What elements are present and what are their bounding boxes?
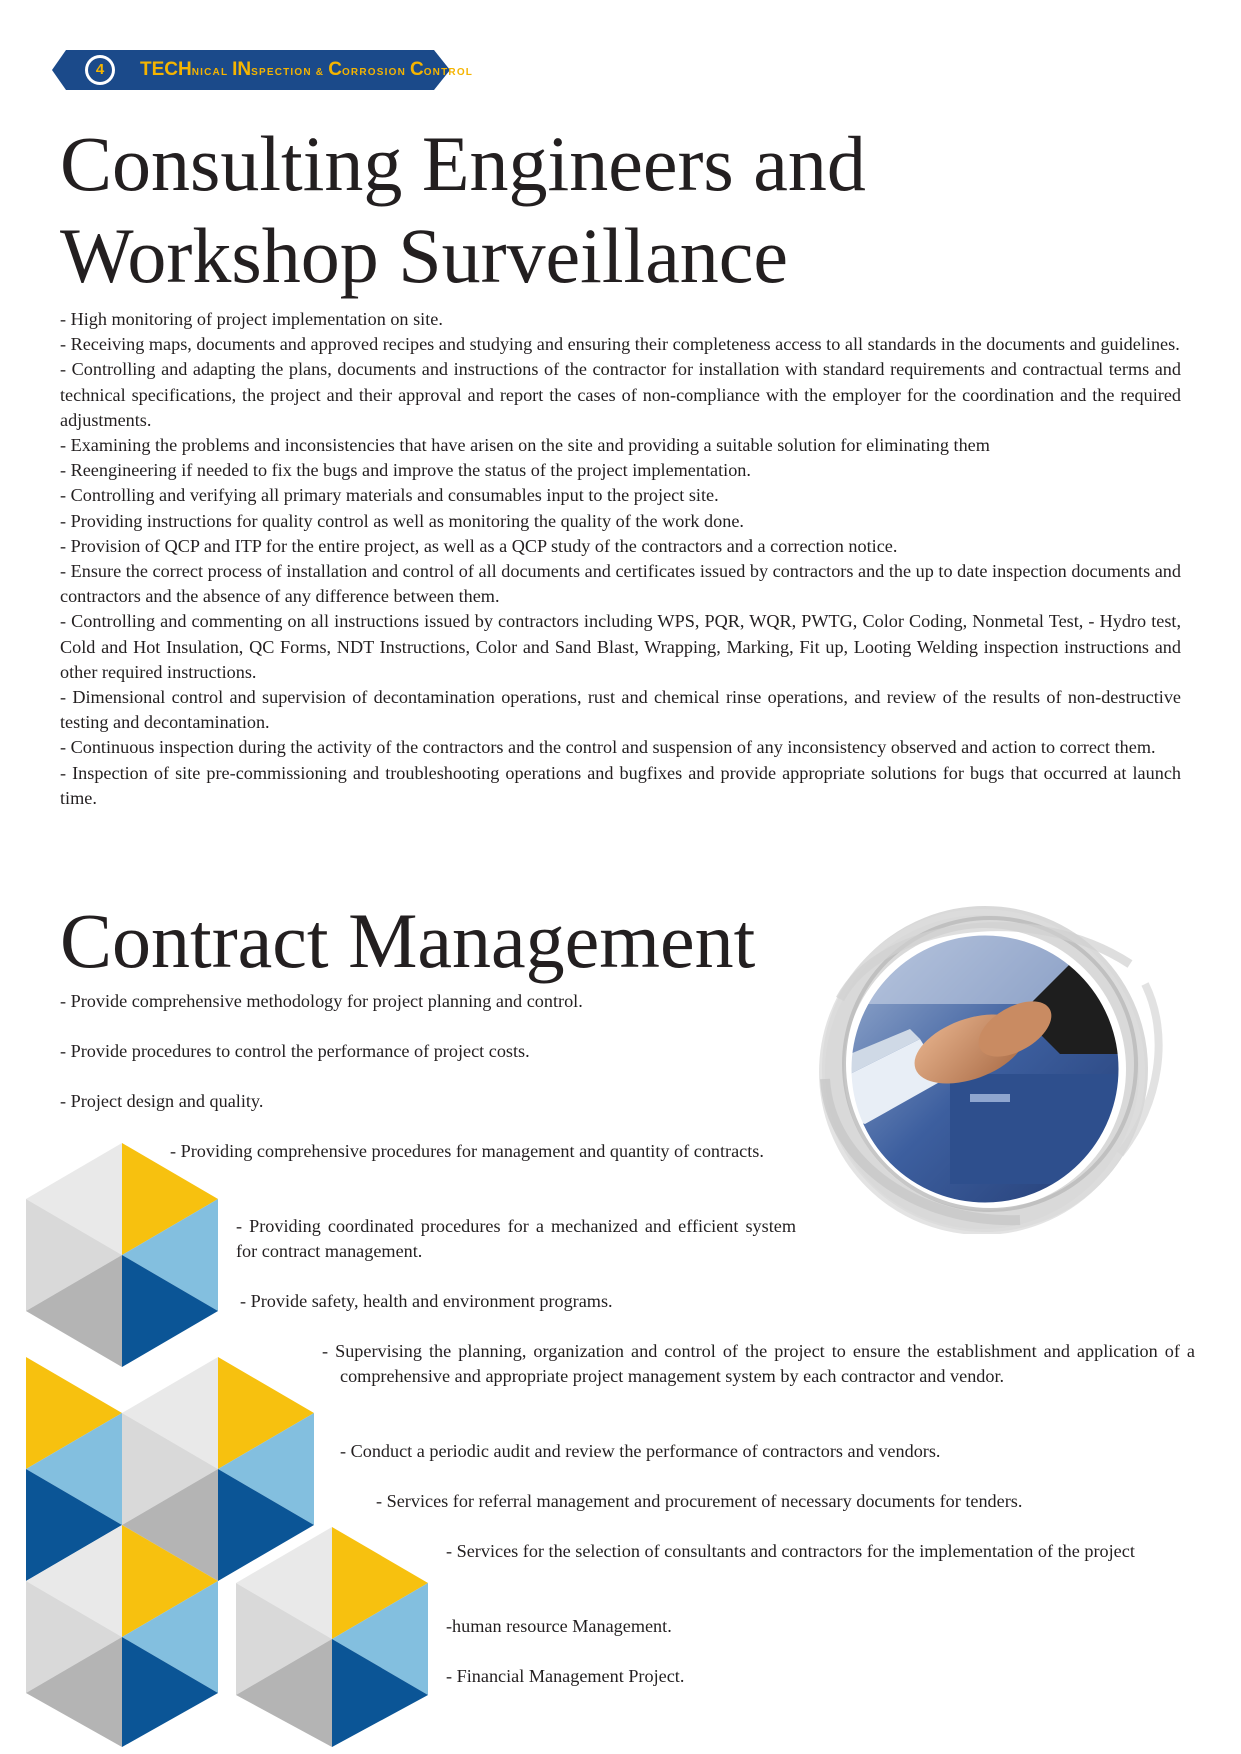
list-item: - Project design and quality.	[60, 1091, 264, 1111]
list-item: - Examining the problems and inconsistencies that have arisen on the site and providing a suitable solution for eliminating them	[60, 435, 990, 456]
list-item: - Inspection of site pre-commissioning and troubleshooting operations and bugfixes and provide appropriate solutions for bugs that occurred at launch time.	[60, 762, 1181, 808]
list-item: - Receiving maps, documents and approved recipes and studying and ensuring their completeness access to all standards in the documents and guidelines.	[60, 334, 1180, 355]
section-title-contract-management: Contract Management	[60, 897, 756, 984]
list-item: - Services for the selection of consultants and contractors for the implementation of the project	[446, 1541, 1135, 1561]
list-item: - Provide comprehensive methodology for project planning and control.	[60, 991, 583, 1011]
list-item: - High monitoring of project implementation on site.	[60, 309, 443, 329]
list-item: - Provide safety, health and environment programs.	[240, 1291, 613, 1311]
list-item: - Ensure the correct process of installation and control of all documents and certificates issued by contractors and the up to date inspection documents and contractors and the absence of any difference between them.	[60, 561, 1181, 607]
list-item: - Services for referral management and procurement of necessary documents for tenders.	[376, 1491, 1023, 1511]
list-item: -human resource Management.	[446, 1616, 672, 1636]
page-number: 4	[95, 61, 105, 78]
list-item: - Dimensional control and supervision of decontamination operations, rust and chemical rinse operations, and review of the results of non-destructive testing and decontamination.	[60, 687, 1181, 733]
page-header	[52, 50, 474, 90]
list-item: - Continuous inspection during the activity of the contractors and the control and suspension of any inconsistency observed and action to correct them.	[60, 737, 1156, 758]
list-item: - Controlling and commenting on all instructions issued by contractors including WPS, PQR, WQR, PWTG, Color Coding, Nonmetal Test, - Hydro test, Cold and Hot Insulation, QC Forms, NDT Instructions, Color and Sand Blast, Wrapping, Marking, Fit up, Looting Welding inspection instructions and other required instructions.	[60, 611, 1181, 682]
list-item: - Controlling and adapting the plans, documents and instructions of the contractor for installation with standard requirements and contractual terms and technical specifications, the project and their approval and report the cases of non-compliance with the employer for the coordination and the required adjustments.	[60, 359, 1181, 430]
list-item: - Providing comprehensive procedures for management and quantity of contracts.	[170, 1141, 764, 1161]
section-title-surveillance: Consulting Engineers and Workshop Surveillance	[60, 120, 866, 299]
list-item: - Providing coordinated procedures for a mechanized and efficient system for contract management.	[236, 1216, 796, 1262]
list-item: - Supervising the planning, organization and control of the project to ensure the establishment and application of a comprehensive and appropriate project management system by each contractor and vendor.	[322, 1341, 1195, 1387]
list-item: - Controlling and verifying all primary materials and consumables input to the project site.	[60, 485, 719, 506]
handshake-photo	[770, 904, 1200, 1234]
list-item: - Provide procedures to control the performance of project costs.	[60, 1041, 530, 1061]
list-item: - Conduct a periodic audit and review the performance of contractors and vendors.	[340, 1441, 941, 1461]
brand-name: TECHNICAL INSPECTION & CORROSION CONTROL	[140, 59, 474, 80]
surveillance-list	[60, 307, 1181, 811]
list-item: - Reengineering if needed to fix the bugs and improve the status of the project implementation.	[60, 460, 751, 481]
list-item: - Financial Management Project.	[446, 1666, 685, 1686]
list-item: - Provision of QCP and ITP for the entire project, as well as a QCP study of the contractors and a correction notice.	[60, 535, 898, 556]
list-item: - Providing instructions for quality control as well as monitoring the quality of the work done.	[60, 510, 744, 531]
